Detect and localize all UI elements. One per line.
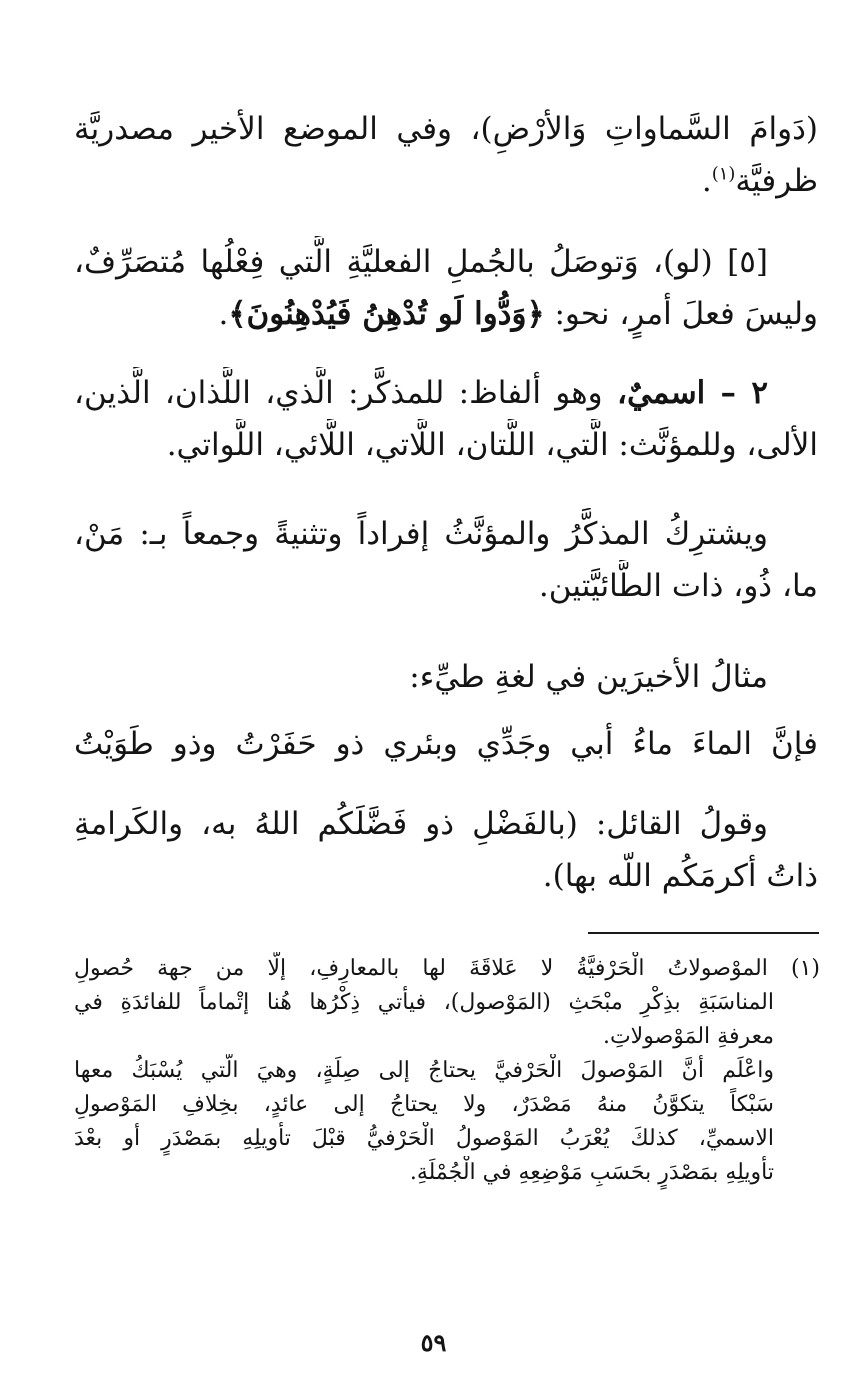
paragraph-2-line-2-end: . [218,296,229,332]
section-heading-ismi: ٢ – اسميٌ، [616,375,768,411]
footnote-line-5: سَبْكاً يتكوَّنُ منهُ مَصْدَرٌ، ولا يحتاجُ إلى عائدٍ، بخِلافِ المَوْصولِ [74,1092,774,1117]
paragraph-3 [74,367,818,471]
paragraph-2-line-2 [74,288,818,340]
paragraph-3-line-1-text: وهو ألفاظ: للمذكَّر: الَّذي، اللَّذان، الَّذين، [74,375,617,411]
footnote-reference: (١) [711,163,736,185]
footnote-separator [588,932,819,934]
paragraph-1-line-2-text: ظرفيَّة [735,163,818,199]
footnote-line-2: المناسَبَةِ بذِكْرِ مبْحَثِ (المَوْصول)، فيأتي ذِكْرُها هُنا إتْماماً للفائدَةِ في [74,990,774,1015]
paragraph-3-line-1 [74,367,818,419]
paragraph-2-line-1: [٥] (لو)، وَتوصَلُ بالجُملِ الفعليَّةِ الَّتي فِعْلُها مُتصَرِّفٌ، [74,244,768,280]
paragraph-1-line-1: (دَوامَ السَّماواتِ وَالأرْضِ)، وفي الموضع الأخير مصدريَّة [74,111,818,147]
paragraph-6 [74,798,818,902]
quran-quote: ﴿وَدُّوا لَو تُدْهِنُ فَيُدْهِنُونَ﴾ [228,296,545,332]
paragraph-1-line-2-end: . [701,163,712,199]
paragraph-4-line-2: ما، ذُو، ذات الطَّائيَّتين. [538,568,818,604]
paragraph-6-line-1: وقولُ القائل: (بالفَضْلِ ذو فَضَّلَكُم اللهُ به، والكَرامةِ [74,806,768,842]
paragraph-4 [74,508,818,612]
footnote-line-1 [74,952,820,986]
footnote-line-3: معرفةِ المَوْصولاتِ. [602,1024,774,1049]
page-number: ٥٩ [420,1328,447,1357]
paragraph-4-line-1: ويشترِكُ المذكَّرُ والمؤنَّثُ إفراداً وتثنيةً وجمعاً بـ: مَنْ، [74,516,768,552]
paragraph-1-line-2 [74,155,818,207]
paragraph-6-line-2: ذاتُ أكرمَكُم اللّه بها). [542,858,818,894]
footnote-number: (١) [790,956,820,981]
paragraph-2-line-2-text: وليسَ فعلَ أمرٍ، نحو: [544,296,818,332]
paragraph-3-line-2: الألى، وللمؤنَّث: الَّتي، اللَّتان، اللَّاتي، اللَّائي، اللَّواتي. [166,427,818,463]
poetry-verse: فإنَّ الماءَ ماءُ أبي وجَدِّي وبئري ذو حَفَرْتُ وذو طَوَيْتُ [74,726,818,762]
paragraph-5-line-1: مثالُ الأخيرَين في لغةِ طيِّء: [409,659,768,695]
footnote-line-4: واعْلَم أنَّ المَوْصولَ الْحَرْفيَّ يحتاجُ إلى صِلَةٍ، وهيَ الَّتي يُسْبَكُ معها [74,1058,774,1083]
footnote-line-6: الاسميِّ، كذلكَ يُعْرَبُ المَوْصولُ الْحَرْفيُّ قبْلَ تأويلِهِ بمَصْدَرٍ أو بعْدَ [74,1126,774,1151]
footnote-line-1-text: الموْصولاتُ الْحَرْفيَّةُ لا عَلاقَةَ لها بالمعارِفِ، إلَّا من جهة حُصولِ [74,956,768,981]
paragraph-2 [74,236,818,340]
footnote [74,952,820,1190]
paragraph-5 [74,651,818,703]
paragraph-1 [74,103,818,207]
footnote-line-7: تأويلِهِ بمَصْدَرٍ بحَسَبِ مَوْضِعِهِ في الْجُمْلَةِ. [409,1160,774,1185]
